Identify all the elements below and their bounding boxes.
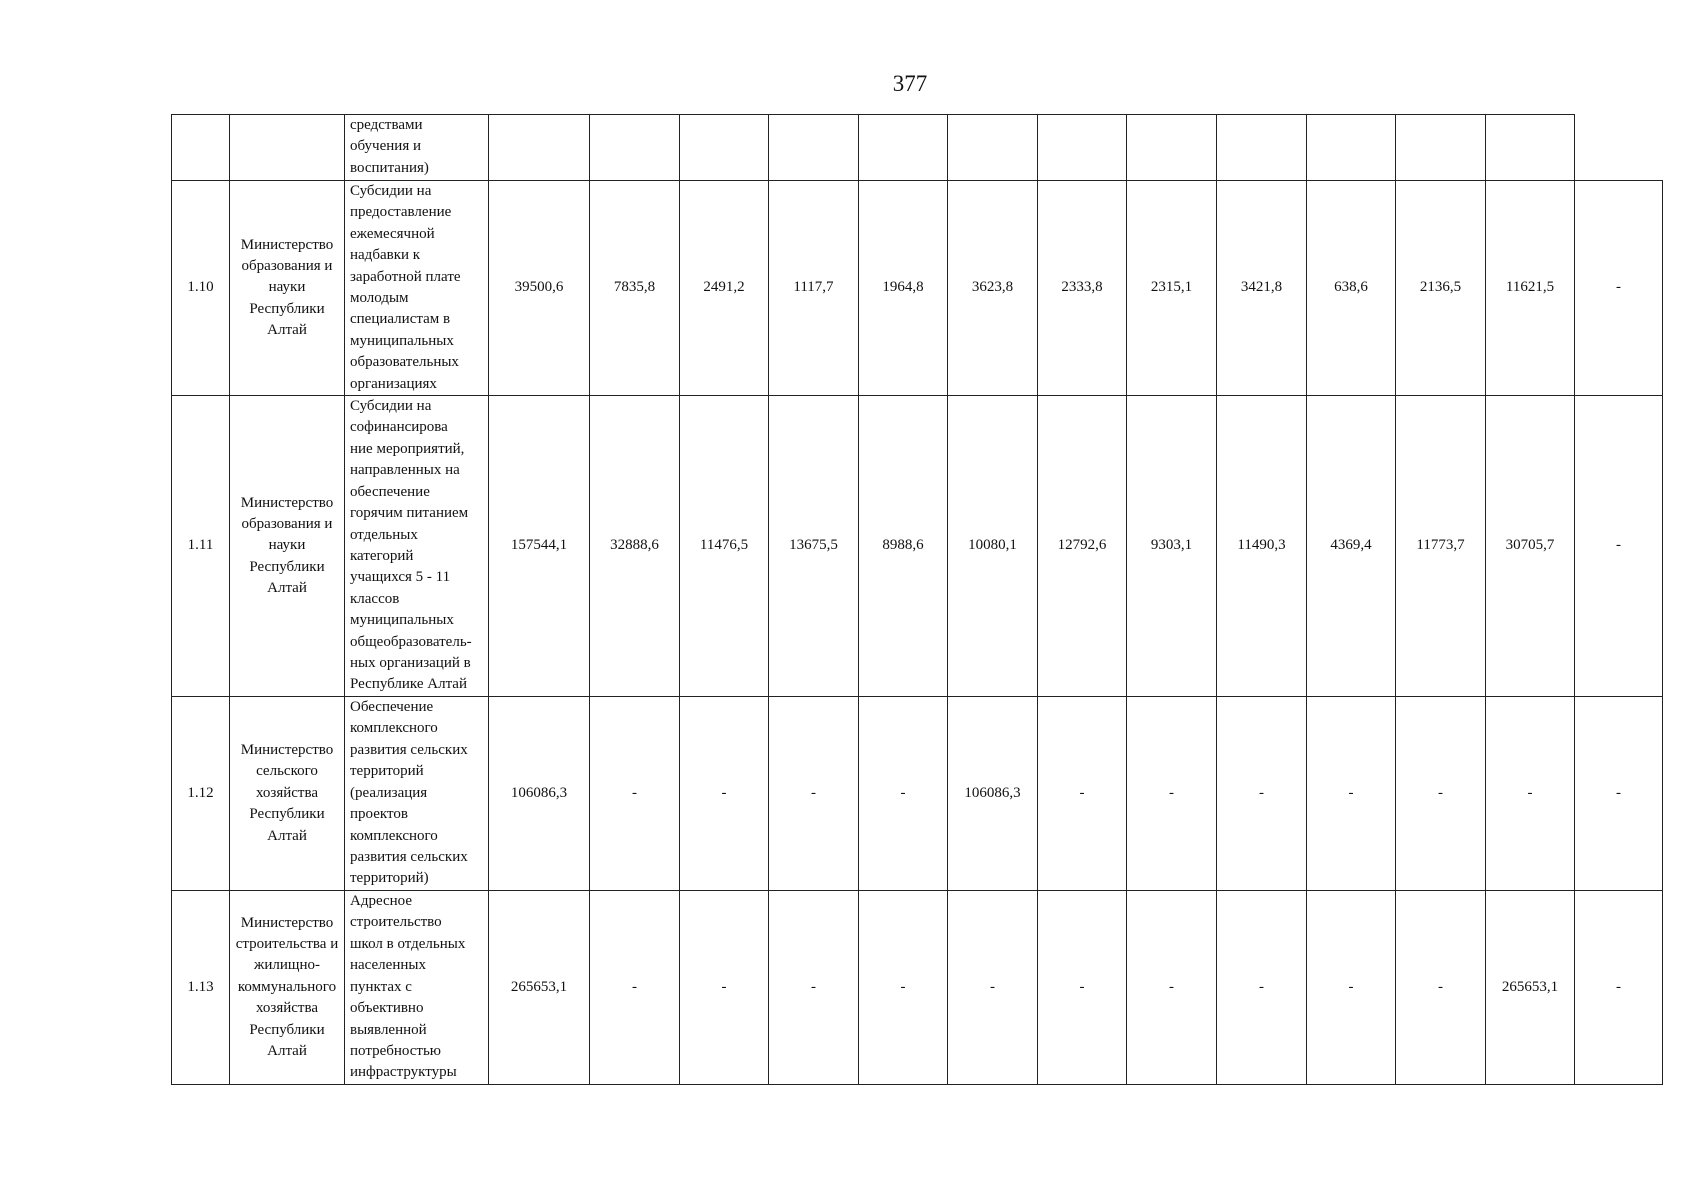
table-row xyxy=(172,891,1663,1085)
value-cell: - xyxy=(859,891,948,1085)
value-cell: - xyxy=(1575,891,1663,1085)
value-cell: 106086,3 xyxy=(489,697,590,891)
page-number: 377 xyxy=(892,71,928,96)
value-cell: 638,6 xyxy=(1307,181,1396,396)
value-cell: 4369,4 xyxy=(1307,396,1396,697)
executor-cell xyxy=(230,181,345,396)
row-number-cell: 1.11 xyxy=(172,396,230,697)
value-cell: - xyxy=(590,891,680,1085)
value-cell: 2136,5 xyxy=(1396,181,1486,396)
value-cell: - xyxy=(680,697,769,891)
executor-cell xyxy=(230,891,345,1085)
value-cell: 3623,8 xyxy=(948,181,1038,396)
table-row-continuation xyxy=(172,115,1663,181)
description-text: Субсидии на предоставление ежемесячной надбавки к заработной плате молодым специалистам в муниципальных образовательных организациях xyxy=(350,183,461,392)
executor-text: Министерство строительства и жилищно- коммунального хозяйства Республики Алтай xyxy=(235,914,339,1060)
value-cell: - xyxy=(1396,697,1486,891)
value-cell: 106086,3 xyxy=(948,697,1038,891)
value-cell: - xyxy=(1307,697,1396,891)
value-cell: 12792,6 xyxy=(1038,396,1127,697)
value-cell: 2315,1 xyxy=(1127,181,1217,396)
value-cell: 2333,8 xyxy=(1038,181,1127,396)
table-row xyxy=(172,396,1663,697)
value-cell: - xyxy=(1038,891,1127,1085)
row-number-cell: 1.10 xyxy=(172,181,230,396)
executor-cell xyxy=(230,697,345,891)
value-cell: 13675,5 xyxy=(769,396,859,697)
value-cell: - xyxy=(1127,891,1217,1085)
value-cell: - xyxy=(1575,396,1663,697)
executor-text: Министерство образования и науки Республики Алтай xyxy=(240,236,334,339)
executor-text: Министерство сельского хозяйства Республики Алтай xyxy=(240,742,334,844)
value-cell: 32888,6 xyxy=(590,396,680,697)
value-cell: - xyxy=(590,697,680,891)
row-number-cell: 1.12 xyxy=(172,697,230,891)
value-cell: - xyxy=(769,697,859,891)
description-cell xyxy=(345,396,489,697)
value-cell: 7835,8 xyxy=(590,181,680,396)
value-cell: 11621,5 xyxy=(1486,181,1575,396)
value-cell: 1964,8 xyxy=(859,181,948,396)
value-cell: - xyxy=(1217,697,1307,891)
description-text: Субсидии на софинансирова ние мероприятий, направленных на обеспечение горячим питанием отдельных категорий учащихся 5 - 11 классов муниципальных общеобразователь- ных организаций в Республике Алтай xyxy=(350,398,472,693)
value-cell: 2491,2 xyxy=(680,181,769,396)
value-cell: 11476,5 xyxy=(680,396,769,697)
table-row xyxy=(172,181,1663,396)
value-cell: - xyxy=(1486,697,1575,891)
description-text: Адресное строительство школ в отдельных населенных пунктах с объективно выявленной потребностью инфраструктуры xyxy=(350,893,466,1081)
value-cell: - xyxy=(1127,697,1217,891)
description-text: средствами обучения и воспитания) xyxy=(350,117,429,176)
description-cell xyxy=(345,181,489,396)
table-row xyxy=(172,697,1663,891)
row-number-cell xyxy=(172,115,230,181)
executor-text: Министерство образования и науки Республики Алтай xyxy=(240,494,334,597)
value-cell: 9303,1 xyxy=(1127,396,1217,697)
description-cell xyxy=(345,115,489,181)
executor-cell xyxy=(230,396,345,697)
value-cell: - xyxy=(1307,891,1396,1085)
value-cell: 39500,6 xyxy=(489,181,590,396)
value-cell: - xyxy=(1217,891,1307,1085)
description-cell xyxy=(345,891,489,1085)
value-cell: - xyxy=(680,891,769,1085)
budget-table xyxy=(171,114,1663,1085)
value-cell: 30705,7 xyxy=(1486,396,1575,697)
value-cell: 265653,1 xyxy=(489,891,590,1085)
value-cell: 1117,7 xyxy=(769,181,859,396)
description-cell xyxy=(345,697,489,891)
description-text: Обеспечение комплексного развития сельских территорий (реализация проектов комплексного развития сельских территорий) xyxy=(350,699,468,887)
value-cell: 157544,1 xyxy=(489,396,590,697)
value-cell: - xyxy=(769,891,859,1085)
value-cell: 11773,7 xyxy=(1396,396,1486,697)
value-cell: - xyxy=(1038,697,1127,891)
value-cell: - xyxy=(948,891,1038,1085)
value-cell: - xyxy=(859,697,948,891)
value-cell: - xyxy=(1396,891,1486,1085)
value-cell: 265653,1 xyxy=(1486,891,1575,1085)
value-cell: 3421,8 xyxy=(1217,181,1307,396)
value-cell: 10080,1 xyxy=(948,396,1038,697)
value-cell: 8988,6 xyxy=(859,396,948,697)
value-cell: 11490,3 xyxy=(1217,396,1307,697)
row-number-cell: 1.13 xyxy=(172,891,230,1085)
value-cell: - xyxy=(1575,697,1663,891)
executor-cell xyxy=(230,115,345,181)
value-cell: - xyxy=(1575,181,1663,396)
